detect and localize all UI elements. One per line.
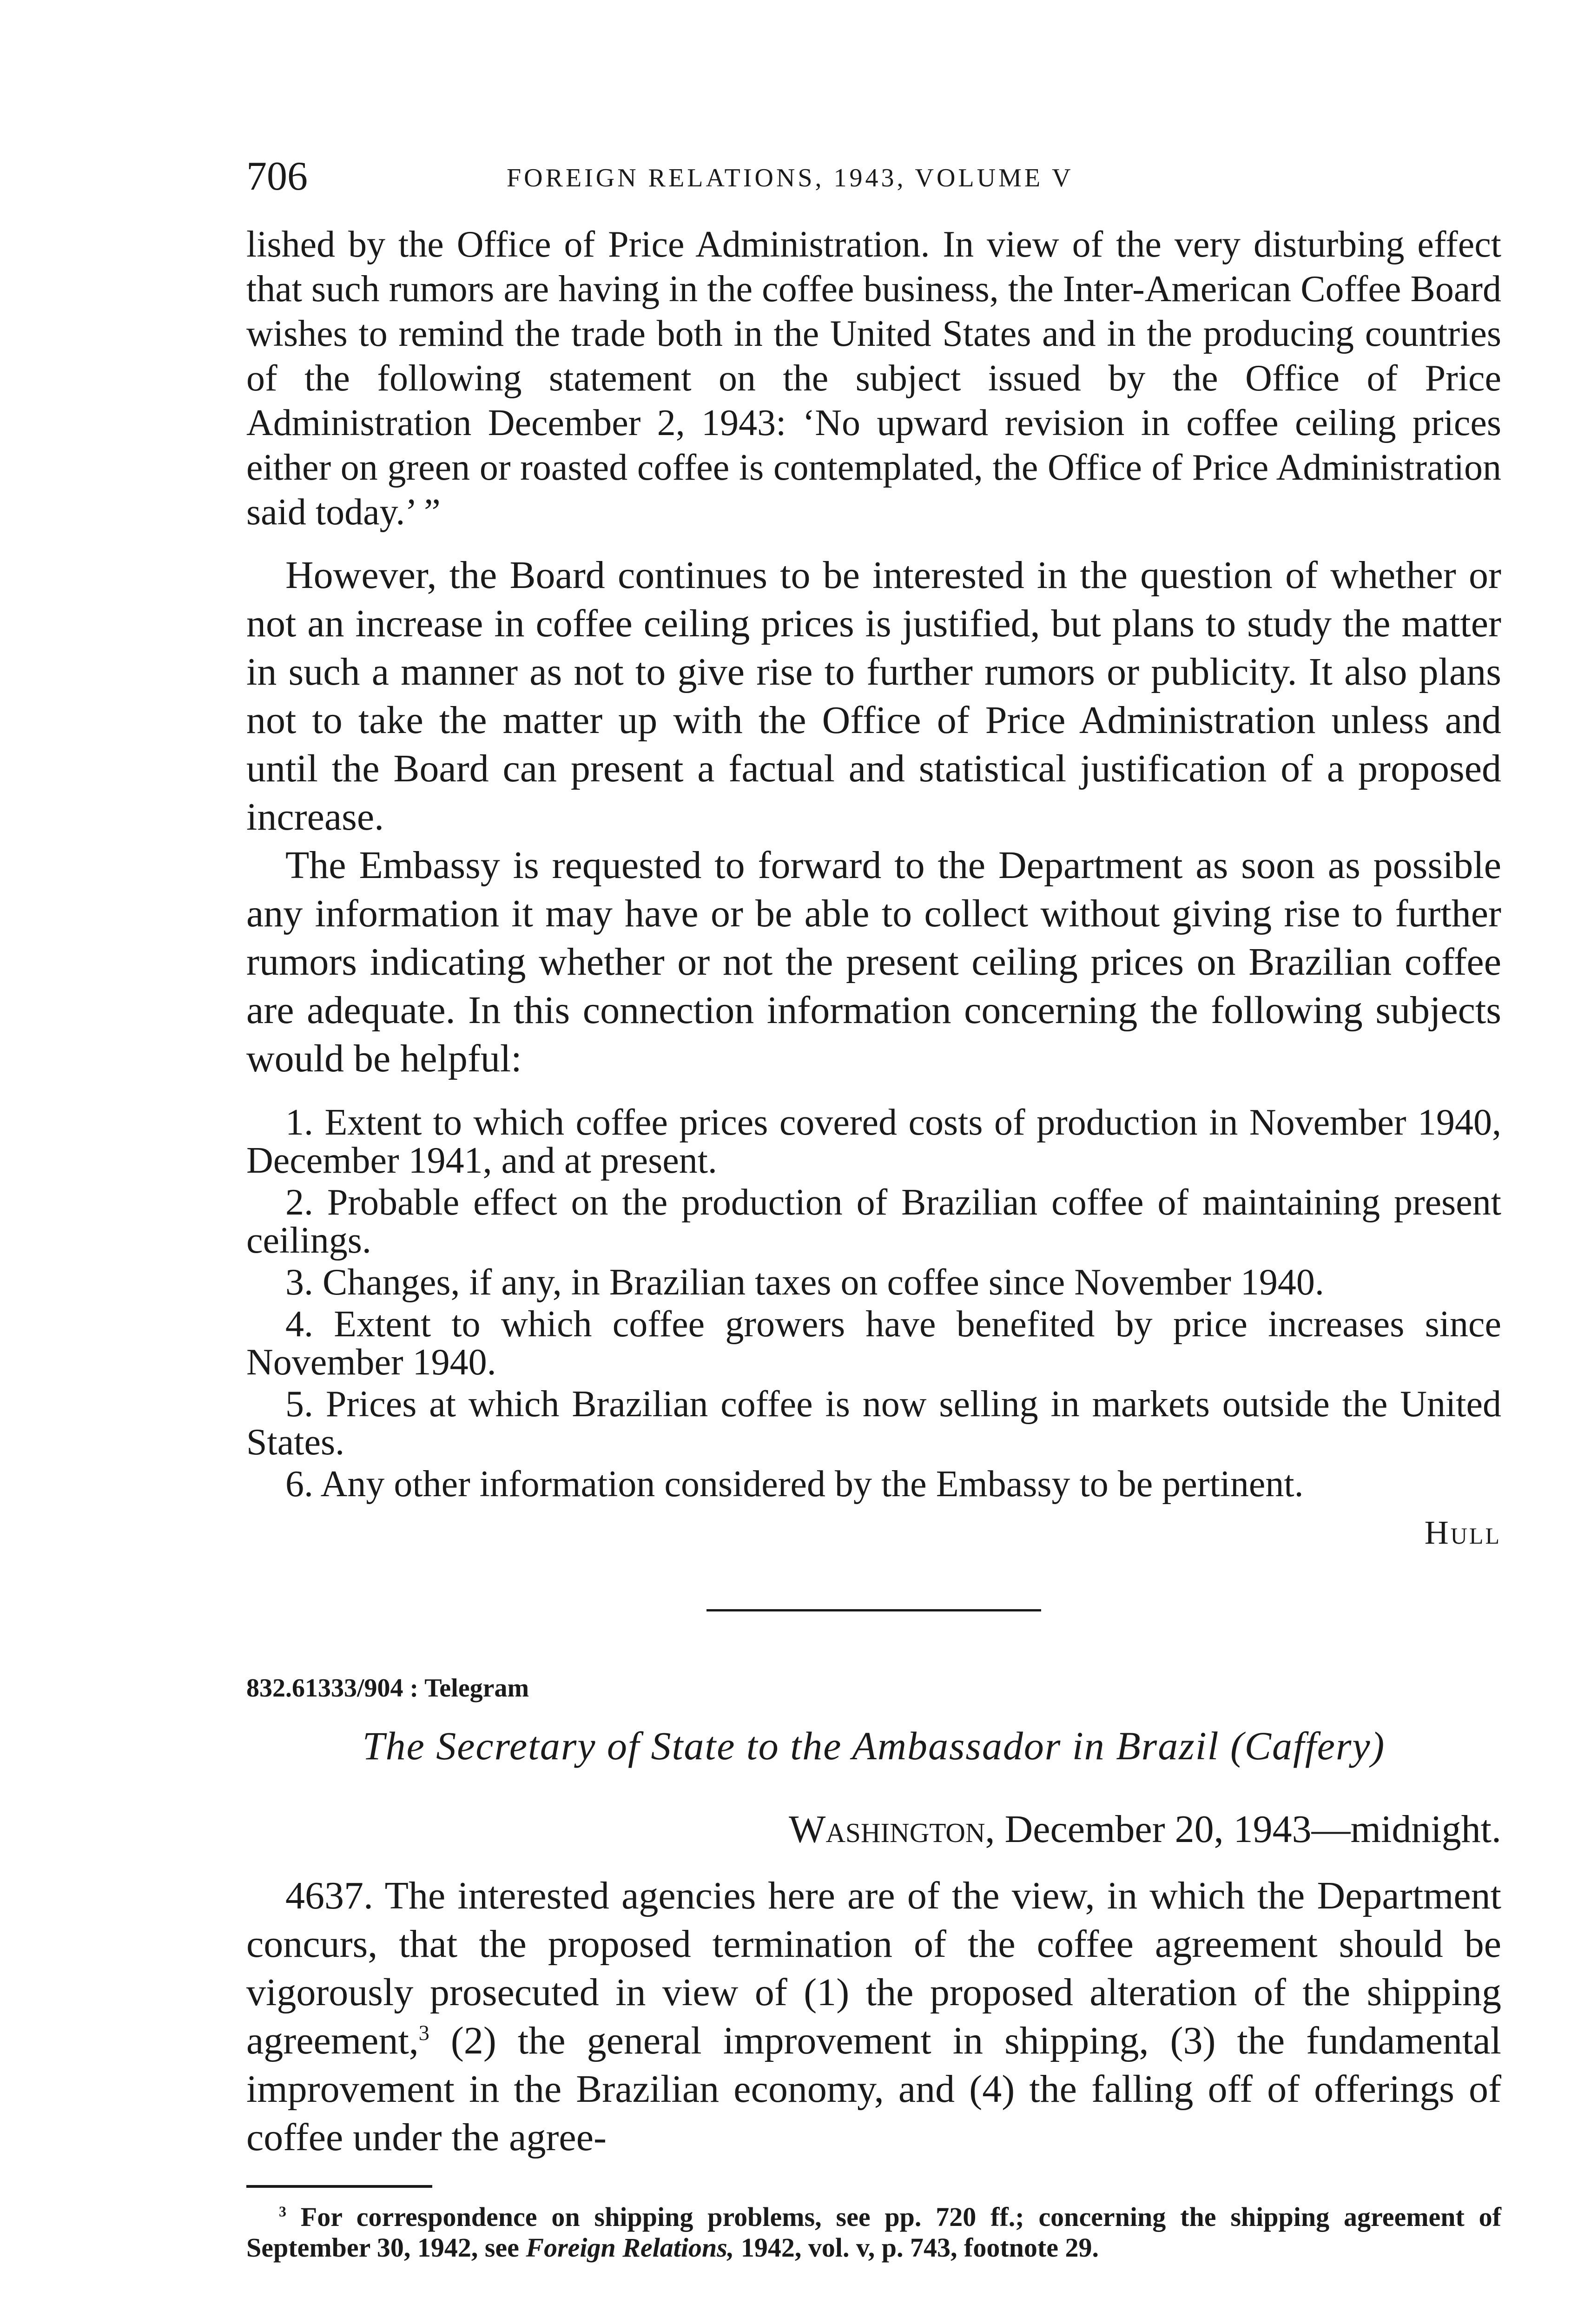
list-item: 2. Probable effect on the production of Brazilian coffee of maintaining present ceilings. bbox=[246, 1182, 1501, 1261]
footnote-citation-title: Foreign Relations, bbox=[526, 2232, 734, 2263]
quote-continuation: lished by the Office of Price Administration. In view of the very disturbing effect that such rumors are having in the coffee business, the Inter-American Coffee Board wishes to remind the trade both in the United States and in the producing countries of the following statement on the subject issued by the Office of Price Administration December 2, 1943: ‘No upward revision in coffee ceiling prices either on green or roasted coffee is contemplated, the Office of Price Administration said today.’ ” bbox=[246, 224, 1501, 533]
list-item: 3. Changes, if any, in Brazilian taxes on coffee since November 1940. bbox=[285, 1262, 1324, 1303]
list-item: 5. Prices at which Brazilian coffee is now selling in markets outside the United States. bbox=[246, 1384, 1501, 1463]
telegram-body-end: (2) the general improvement in shipping, (3) the fundamental improvement in the Brazilian economy, and (4) the falling off of offerings of coffee under the agree- bbox=[246, 2019, 1501, 2159]
information-list bbox=[246, 1103, 1501, 1503]
telegram-body bbox=[246, 1872, 1501, 2162]
dateline-date: , December 20, 1943—midnight. bbox=[985, 1808, 1501, 1851]
dateline bbox=[246, 1804, 1501, 1855]
list-item: 6. Any other information considered by the Embassy to be pertinent. bbox=[285, 1464, 1304, 1505]
telegram-body-start: 4637. The interested agencies here are of the view, in which the Department concurs, that the proposed termination of the coffee agreement should be vigorously prosecuted in view of (1) the proposed alteration of the shipping agreement, bbox=[246, 1874, 1501, 2062]
section-divider bbox=[706, 1609, 1041, 1611]
footnote-marker: 3 bbox=[279, 2203, 286, 2220]
footnote-reference: 3 bbox=[418, 2021, 429, 2045]
signature: Hull bbox=[1424, 1514, 1501, 1551]
document-title: The Secretary of State to the Ambassador in Brazil (Caffery) bbox=[362, 1723, 1386, 1768]
page-number: 706 bbox=[246, 154, 308, 199]
footnote bbox=[246, 2202, 1501, 2263]
page-header bbox=[246, 153, 1501, 209]
list-item: 4. Extent to which coffee growers have benefited by price increases since November 1940. bbox=[246, 1304, 1501, 1383]
document-page bbox=[246, 153, 1501, 2263]
footnote-text-start: For correspondence on shipping problems, see pp. 720 ff.; concerning the shipping agreement of September 30, 1942, see bbox=[246, 2202, 1501, 2263]
footnote-text-end: 1942, vol. v, p. 743, footnote 29. bbox=[734, 2232, 1099, 2263]
paragraph-board: However, the Board continues to be interested in the question of whether or not an increase in coffee ceiling prices is justified, but plans to study the matter in such a manner as not to give rise to further rumors or publicity. It also plans not to take the matter up with the Office of Price Administration unless and until the Board can present a factual and statistical justification of a proposed increase. bbox=[246, 554, 1501, 838]
list-item: 1. Extent to which coffee prices covered costs of production in November 1940, December 1941, and at present. bbox=[246, 1102, 1501, 1181]
file-reference: 832.61333/904 : Telegram bbox=[246, 1674, 529, 1703]
dateline-place: Washington bbox=[789, 1808, 985, 1851]
paragraph-embassy-request: The Embassy is requested to forward to the Department as soon as possible any information it may have or be able to collect without giving rise to further rumors indicating whether or not the present ceiling prices on Brazilian coffee are adequate. In this connection information concerning the following subjects would be helpful: bbox=[246, 844, 1501, 1080]
running-head: FOREIGN RELATIONS, 1943, VOLUME V bbox=[507, 164, 1074, 192]
footnote-divider bbox=[246, 2185, 432, 2188]
